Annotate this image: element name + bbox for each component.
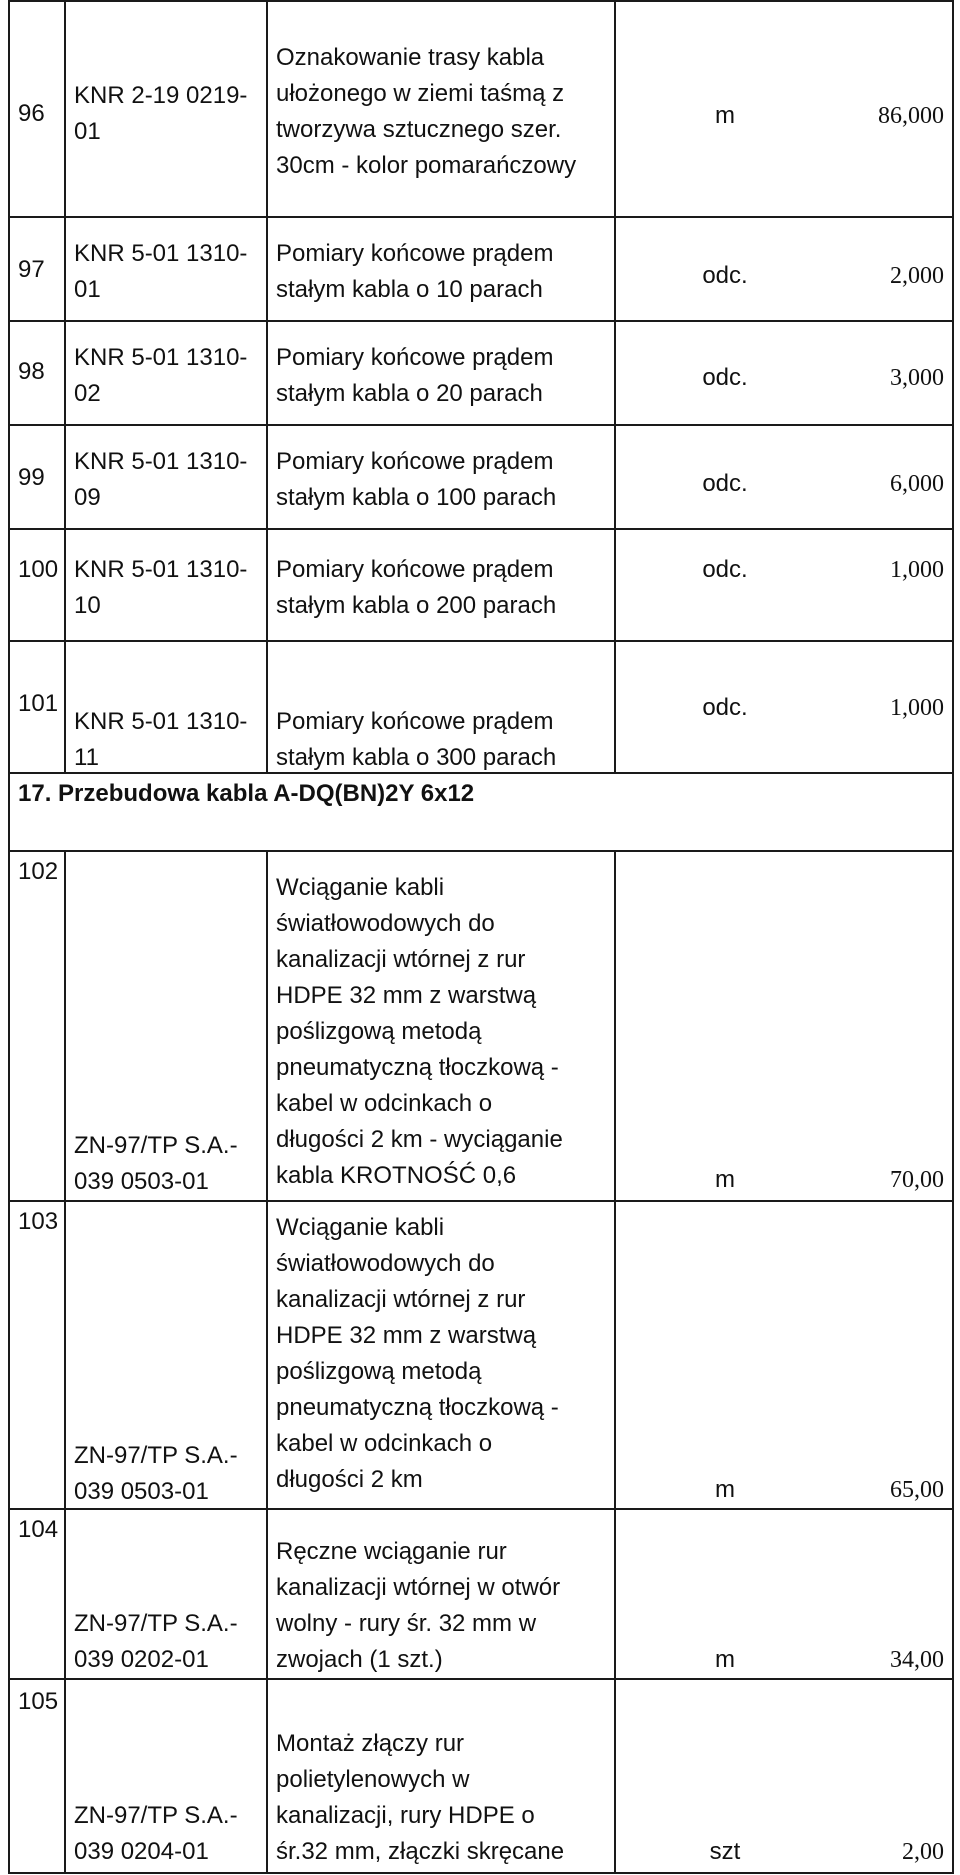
row-number: 99 — [18, 464, 45, 491]
knr-code: KNR 2-19 0219- 01 — [74, 82, 248, 145]
quantity: 1,000 — [890, 557, 944, 583]
row-number: 96 — [18, 100, 45, 127]
quantity: 1,000 — [890, 695, 944, 721]
table-row — [8, 642, 954, 774]
knr-code: KNR 5-01 1310- 02 — [74, 344, 248, 407]
item-description: Pomiary końcowe prądem stałym kabla o 10 parach — [276, 240, 554, 303]
table-row — [8, 530, 954, 642]
unit: m — [715, 1646, 735, 1673]
quantity: 86,000 — [878, 103, 944, 129]
table-row — [8, 1202, 954, 1510]
table-row — [8, 426, 954, 530]
section-header — [8, 774, 954, 852]
row-number: 104 — [18, 1516, 59, 1543]
quantity: 2,000 — [890, 263, 944, 289]
row-number: 101 — [18, 690, 59, 717]
item-description: Pomiary końcowe prądem stałym kabla o 20 parach — [276, 344, 554, 407]
item-description: Wciąganie kabli światłowodowych do kanalizacji wtórnej z rur HDPE 32 mm z warstwą poślizgową metodą pneumatyczną tłoczkową - kabel w odcinkach o długości 2 km — [276, 1214, 559, 1493]
knr-code: KNR 5-01 1310- 11 — [74, 708, 248, 771]
quantity: 3,000 — [890, 365, 944, 391]
item-description: Oznakowanie trasy kabla ułożonego w ziemi taśmą z tworzywa sztucznego szer. 30cm - kolor pomarańczowy — [276, 44, 577, 179]
row-number: 103 — [18, 1208, 59, 1235]
quantity: 34,00 — [890, 1647, 944, 1673]
quantity: 65,00 — [890, 1477, 944, 1503]
row-number: 100 — [18, 556, 59, 583]
knr-code: KNR 5-01 1310- 01 — [74, 240, 248, 303]
row-number: 97 — [18, 256, 45, 283]
item-description: Pomiary końcowe prądem stałym kabla o 200 parach — [276, 556, 557, 619]
table-row — [8, 218, 954, 322]
row-number: 105 — [18, 1688, 59, 1715]
quantity: 6,000 — [890, 471, 944, 497]
knr-code: KNR 5-01 1310- 09 — [74, 448, 248, 511]
knr-code: ZN-97/TP S.A.- 039 0503-01 — [74, 1132, 238, 1195]
quantity: 70,00 — [890, 1167, 944, 1193]
knr-code: KNR 5-01 1310- 10 — [74, 556, 248, 619]
table-row — [8, 322, 954, 426]
row-number: 98 — [18, 358, 45, 385]
section-title: 17. Przebudowa kabla A-DQ(BN)2Y 6x12 — [18, 780, 475, 807]
unit: m — [715, 1476, 735, 1503]
table-row — [8, 0, 954, 218]
unit: odc. — [702, 694, 748, 721]
unit: odc. — [702, 262, 748, 289]
item-description: Pomiary końcowe prądem stałym kabla o 100 parach — [276, 448, 557, 511]
unit: m — [715, 102, 735, 129]
knr-code: ZN-97/TP S.A.- 039 0204-01 — [74, 1802, 238, 1865]
unit: szt — [709, 1838, 741, 1865]
unit: odc. — [702, 470, 748, 497]
quantity: 2,00 — [902, 1839, 944, 1865]
knr-code: ZN-97/TP S.A.- 039 0503-01 — [74, 1442, 238, 1505]
unit: odc. — [702, 364, 748, 391]
unit: m — [715, 1166, 735, 1193]
unit: odc. — [702, 556, 748, 583]
item-description: Montaż złączy rur polietylenowych w kanalizacji, rury HDPE o śr.32 mm, złączki skręcane — [276, 1730, 565, 1865]
row-number: 102 — [18, 858, 59, 885]
item-description: Pomiary końcowe prądem stałym kabla o 300 parach — [276, 708, 557, 771]
table-row — [8, 852, 954, 1202]
table-row — [8, 1680, 954, 1874]
knr-code: ZN-97/TP S.A.- 039 0202-01 — [74, 1610, 238, 1673]
item-description: Wciąganie kabli światłowodowych do kanalizacji wtórnej z rur HDPE 32 mm z warstwą poślizgową metodą pneumatyczną tłoczkową - kabel w odcinkach o długości 2 km - wyciąganie kabla KROTNOŚĆ 0,6 — [276, 874, 563, 1189]
table-row — [8, 1510, 954, 1680]
item-description: Ręczne wciąganie rur kanalizacji wtórnej w otwór wolny - rury śr. 32 mm w zwojach (1 szt.) — [276, 1538, 561, 1673]
